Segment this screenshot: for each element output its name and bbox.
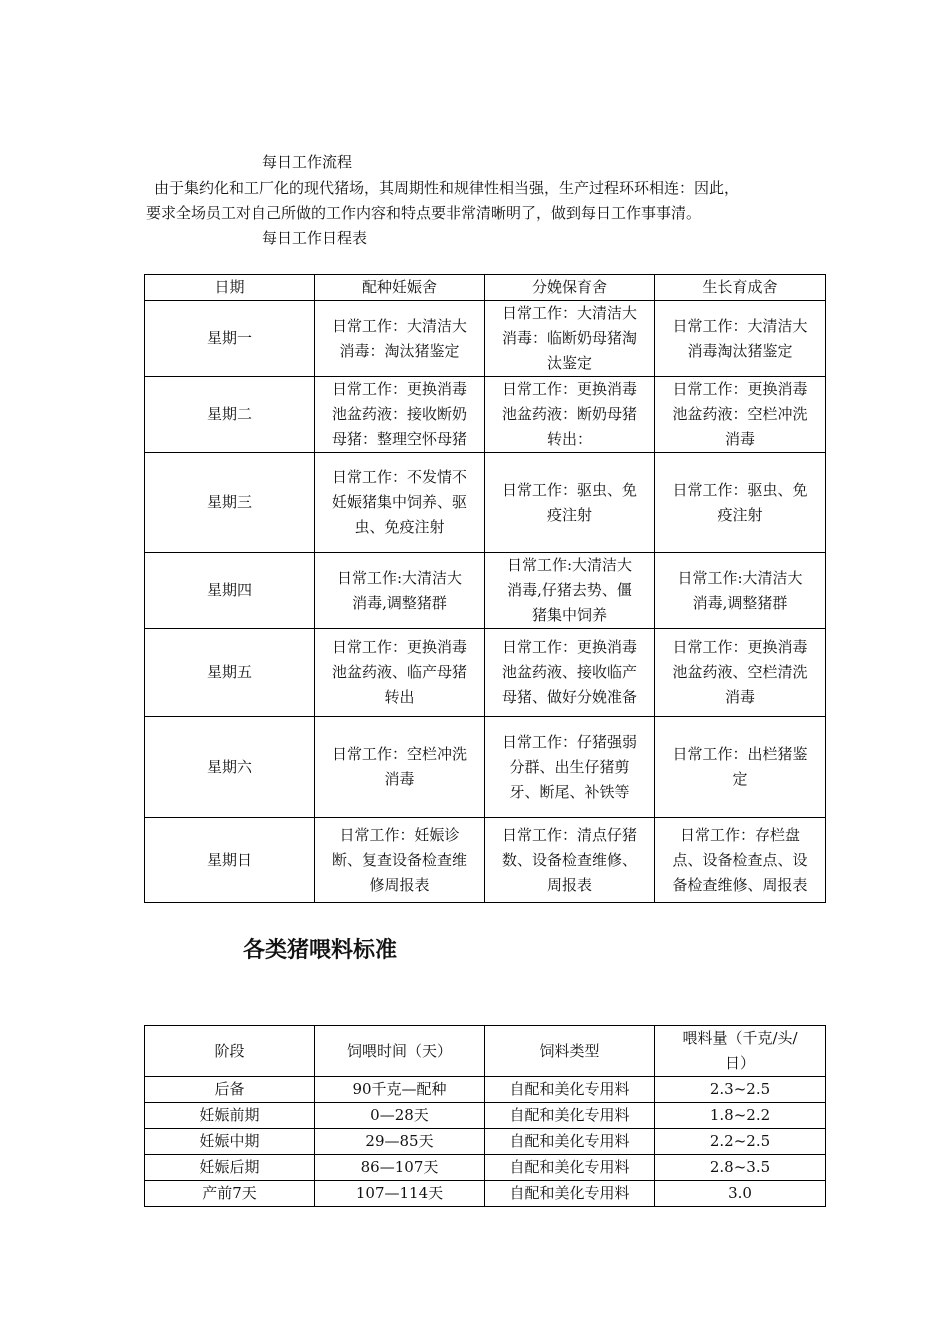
farrowing-cell: 日常工作：更换消毒 池盆药液、接收临产 母猪、做好分娩准备 <box>485 629 655 717</box>
doc-title: 每日工作流程 <box>262 153 353 171</box>
time-cell: 107—114天 <box>315 1181 485 1207</box>
type-cell: 自配和美化专用料 <box>485 1129 655 1155</box>
time-cell: 29—85天 <box>315 1129 485 1155</box>
feed-heading: 各类猪喂料标准 <box>243 938 398 963</box>
time-cell: 90千克—配种 <box>315 1077 485 1103</box>
schedule-table <box>144 274 826 903</box>
type-cell: 自配和美化专用料 <box>485 1155 655 1181</box>
header-breeding: 配种妊娠舍 <box>315 275 485 301</box>
growing-cell: 日常工作：驱虫、免 疫注射 <box>655 453 826 553</box>
feed-row <box>145 1077 826 1103</box>
type-cell: 自配和美化专用料 <box>485 1181 655 1207</box>
farrowing-cell: 日常工作:大清洁大 消毒,仔猪去势、僵 猪集中饲养 <box>485 553 655 629</box>
breeding-cell: 日常工作：大清洁大 消毒：淘汰猪鉴定 <box>315 301 485 377</box>
amount-cell: 2.2~2.5 <box>655 1129 826 1155</box>
day-cell: 星期一 <box>145 301 315 377</box>
farrowing-cell: 日常工作：驱虫、免 疫注射 <box>485 453 655 553</box>
schedule-header-row <box>145 275 826 301</box>
growing-cell: 日常工作：存栏盘 点、设备检查点、设 备检查维修、周报表 <box>655 818 826 903</box>
feed-row <box>145 1103 826 1129</box>
feed-row <box>145 1181 826 1207</box>
breeding-cell: 日常工作：不发情不 妊娠猪集中饲养、驱 虫、免疫注射 <box>315 453 485 553</box>
day-cell: 星期二 <box>145 377 315 453</box>
header-stage: 阶段 <box>145 1026 315 1077</box>
breeding-cell: 日常工作：更换消毒 池盆药液、临产母猪 转出 <box>315 629 485 717</box>
intro-line-1: 由于集约化和工厂化的现代猪场，其周期性和规律性相当强，生产过程环环相连：因此， <box>154 179 740 197</box>
header-date: 日期 <box>145 275 315 301</box>
amount-cell: 1.8~2.2 <box>655 1103 826 1129</box>
amount-cell: 2.8~3.5 <box>655 1155 826 1181</box>
feed-row <box>145 1129 826 1155</box>
breeding-cell: 日常工作：空栏冲洗 消毒 <box>315 717 485 818</box>
header-growing: 生长育成舍 <box>655 275 826 301</box>
growing-cell: 日常工作：更换消毒 池盆药液：空栏冲洗 消毒 <box>655 377 826 453</box>
farrowing-cell: 日常工作：大清洁大 消毒：临断奶母猪淘 汰鉴定 <box>485 301 655 377</box>
farrowing-cell: 日常工作：仔猪强弱 分群、出生仔猪剪 牙、断尾、补铁等 <box>485 717 655 818</box>
schedule-row <box>145 717 826 818</box>
feed-row <box>145 1155 826 1181</box>
type-cell: 自配和美化专用料 <box>485 1077 655 1103</box>
feed-table <box>144 1025 826 1207</box>
feed-header-row <box>145 1026 826 1077</box>
stage-cell: 妊娠后期 <box>145 1155 315 1181</box>
schedule-row <box>145 818 826 903</box>
time-cell: 0—28天 <box>315 1103 485 1129</box>
header-farrowing: 分娩保育舍 <box>485 275 655 301</box>
schedule-row <box>145 377 826 453</box>
header-feed-type: 饲料类型 <box>485 1026 655 1077</box>
growing-cell: 日常工作:大清洁大 消毒,调整猪群 <box>655 553 826 629</box>
day-cell: 星期日 <box>145 818 315 903</box>
amount-cell: 2.3~2.5 <box>655 1077 826 1103</box>
farrowing-cell: 日常工作：清点仔猪 数、设备检查维修、 周报表 <box>485 818 655 903</box>
day-cell: 星期五 <box>145 629 315 717</box>
intro-line-2: 要求全场员工对自己所做的工作内容和特点要非常清晰明了，做到每日工作事事清。 <box>146 204 702 222</box>
schedule-title: 每日工作日程表 <box>262 229 368 247</box>
growing-cell: 日常工作：出栏猪鉴 定 <box>655 717 826 818</box>
growing-cell: 日常工作：大清洁大 消毒淘汰猪鉴定 <box>655 301 826 377</box>
day-cell: 星期三 <box>145 453 315 553</box>
type-cell: 自配和美化专用料 <box>485 1103 655 1129</box>
schedule-row <box>145 629 826 717</box>
time-cell: 86—107天 <box>315 1155 485 1181</box>
day-cell: 星期六 <box>145 717 315 818</box>
schedule-row <box>145 553 826 629</box>
schedule-row <box>145 301 826 377</box>
growing-cell: 日常工作：更换消毒 池盆药液、空栏清洗 消毒 <box>655 629 826 717</box>
stage-cell: 后备 <box>145 1077 315 1103</box>
stage-cell: 妊娠前期 <box>145 1103 315 1129</box>
day-cell: 星期四 <box>145 553 315 629</box>
breeding-cell: 日常工作：更换消毒 池盆药液：接收断奶 母猪：整理空怀母猪 <box>315 377 485 453</box>
header-feed-amount: 喂料量（千克/头/ 日） <box>655 1026 826 1077</box>
stage-cell: 产前7天 <box>145 1181 315 1207</box>
breeding-cell: 日常工作:大清洁大 消毒,调整猪群 <box>315 553 485 629</box>
stage-cell: 妊娠中期 <box>145 1129 315 1155</box>
farrowing-cell: 日常工作：更换消毒 池盆药液：断奶母猪 转出： <box>485 377 655 453</box>
breeding-cell: 日常工作：妊娠诊 断、复查设备检查维 修周报表 <box>315 818 485 903</box>
amount-cell: 3.0 <box>655 1181 826 1207</box>
schedule-row <box>145 453 826 553</box>
header-feeding-time: 饲喂时间（天） <box>315 1026 485 1077</box>
